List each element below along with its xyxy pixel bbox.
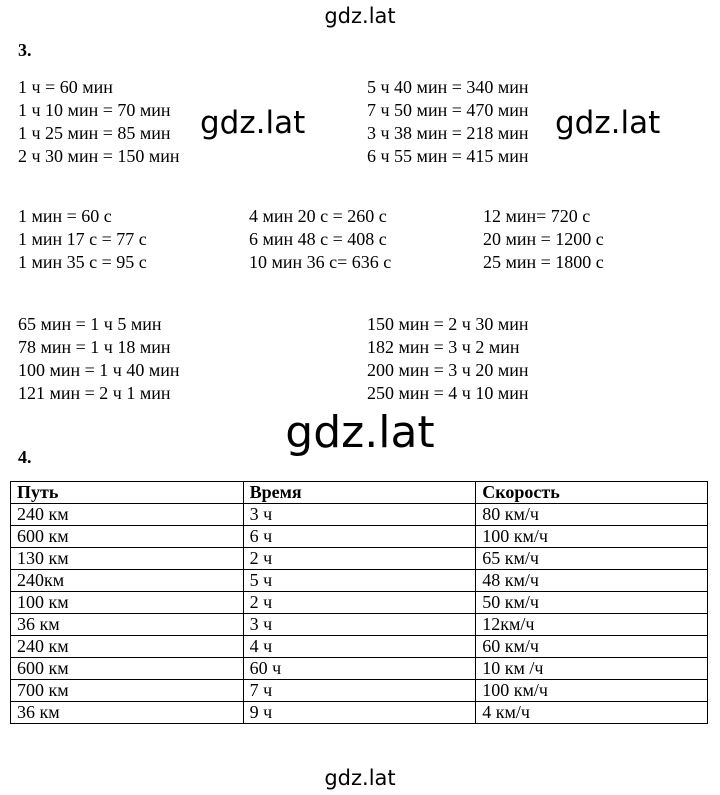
watermark-top: gdz.lat	[324, 4, 396, 28]
task-4-number: 4.	[18, 447, 32, 467]
minutes-to-seconds-col2	[249, 205, 391, 274]
cell-distance: 36 км	[11, 702, 244, 724]
equation-line: 7 ч 50 мин = 470 мин	[367, 100, 529, 120]
watermark-bottom: gdz.lat	[324, 766, 396, 790]
equation-line: 200 мин = 3 ч 20 мин	[367, 360, 529, 380]
table-row	[11, 592, 708, 614]
equation-line: 1 ч 10 мин = 70 мин	[18, 100, 171, 120]
cell-time: 2 ч	[243, 548, 476, 570]
cell-distance: 130 км	[11, 548, 244, 570]
cell-time: 9 ч	[243, 702, 476, 724]
equation-line: 150 мин = 2 ч 30 мин	[367, 314, 529, 334]
table-row	[11, 614, 708, 636]
header-speed: Скорость	[476, 482, 708, 504]
equation-line: 2 ч 30 мин = 150 мин	[18, 146, 180, 166]
equation-line: 100 мин = 1 ч 40 мин	[18, 360, 180, 380]
equation-line: 5 ч 40 мин = 340 мин	[367, 77, 529, 97]
minutes-to-seconds-col3	[483, 205, 604, 274]
cell-time: 60 ч	[243, 658, 476, 680]
equation-line: 182 мин = 3 ч 2 мин	[367, 337, 520, 357]
equation-line: 4 мин 20 с = 260 с	[249, 206, 387, 226]
table-row	[11, 636, 708, 658]
equation-line: 25 мин = 1800 с	[483, 252, 604, 272]
cell-speed: 50 км/ч	[476, 592, 708, 614]
cell-speed: 10 км /ч	[476, 658, 708, 680]
header-distance: Путь	[11, 482, 244, 504]
equation-line: 65 мин = 1 ч 5 мин	[18, 314, 162, 334]
cell-speed: 80 км/ч	[476, 504, 708, 526]
cell-speed: 60 км/ч	[476, 636, 708, 658]
table-row	[11, 570, 708, 592]
cell-speed: 4 км/ч	[476, 702, 708, 724]
cell-distance: 240км	[11, 570, 244, 592]
equation-line: 12 мин= 720 с	[483, 206, 591, 226]
cell-time: 2 ч	[243, 592, 476, 614]
equation-line: 1 мин 35 с = 95 с	[18, 252, 147, 272]
equation-line: 1 мин = 60 с	[18, 206, 112, 226]
equation-line: 10 мин 36 с= 636 с	[249, 252, 392, 272]
watermark-left: gdz.lat	[198, 104, 311, 142]
cell-time: 7 ч	[243, 680, 476, 702]
cell-speed: 12км/ч	[476, 614, 708, 636]
task-3-number: 3.	[18, 40, 32, 60]
watermark-right: gdz.lat	[553, 104, 666, 142]
cell-distance: 600 км	[11, 526, 244, 548]
table-header-row	[11, 482, 708, 504]
cell-time: 3 ч	[243, 614, 476, 636]
cell-speed: 100 км/ч	[476, 680, 708, 702]
cell-time: 5 ч	[243, 570, 476, 592]
table-row	[11, 702, 708, 724]
cell-distance: 240 км	[11, 504, 244, 526]
equation-line: 78 мин = 1 ч 18 мин	[18, 337, 171, 357]
table-row	[11, 680, 708, 702]
equation-line: 1 ч = 60 мин	[18, 77, 113, 97]
table-row	[11, 658, 708, 680]
cell-time: 6 ч	[243, 526, 476, 548]
cell-speed: 48 км/ч	[476, 570, 708, 592]
cell-time: 3 ч	[243, 504, 476, 526]
equation-line: 121 мин = 2 ч 1 мин	[18, 383, 171, 403]
equation-line: 250 мин = 4 ч 10 мин	[367, 383, 529, 403]
table-row	[11, 504, 708, 526]
equation-line: 6 мин 48 с = 408 с	[249, 229, 387, 249]
speed-table	[10, 481, 708, 724]
cell-speed: 65 км/ч	[476, 548, 708, 570]
cell-speed: 100 км/ч	[476, 526, 708, 548]
hours-to-minutes-right	[367, 76, 529, 168]
cell-distance: 100 км	[11, 592, 244, 614]
cell-distance: 36 км	[11, 614, 244, 636]
minutes-to-hours-right	[367, 313, 529, 405]
hours-to-minutes-left	[18, 76, 180, 168]
cell-time: 4 ч	[243, 636, 476, 658]
minutes-to-hours-left	[18, 313, 180, 405]
equation-line: 20 мин = 1200 с	[483, 229, 604, 249]
equation-line: 3 ч 38 мин = 218 мин	[367, 123, 529, 143]
watermark-center: gdz.lat	[285, 407, 435, 458]
equation-line: 1 мин 17 с = 77 с	[18, 229, 147, 249]
equation-line: 1 ч 25 мин = 85 мин	[18, 123, 171, 143]
cell-distance: 240 км	[11, 636, 244, 658]
cell-distance: 600 км	[11, 658, 244, 680]
table-row	[11, 526, 708, 548]
header-time: Время	[243, 482, 476, 504]
minutes-to-seconds-col1	[18, 205, 147, 274]
table-row	[11, 548, 708, 570]
equation-line: 6 ч 55 мин = 415 мин	[367, 146, 529, 166]
cell-distance: 700 км	[11, 680, 244, 702]
